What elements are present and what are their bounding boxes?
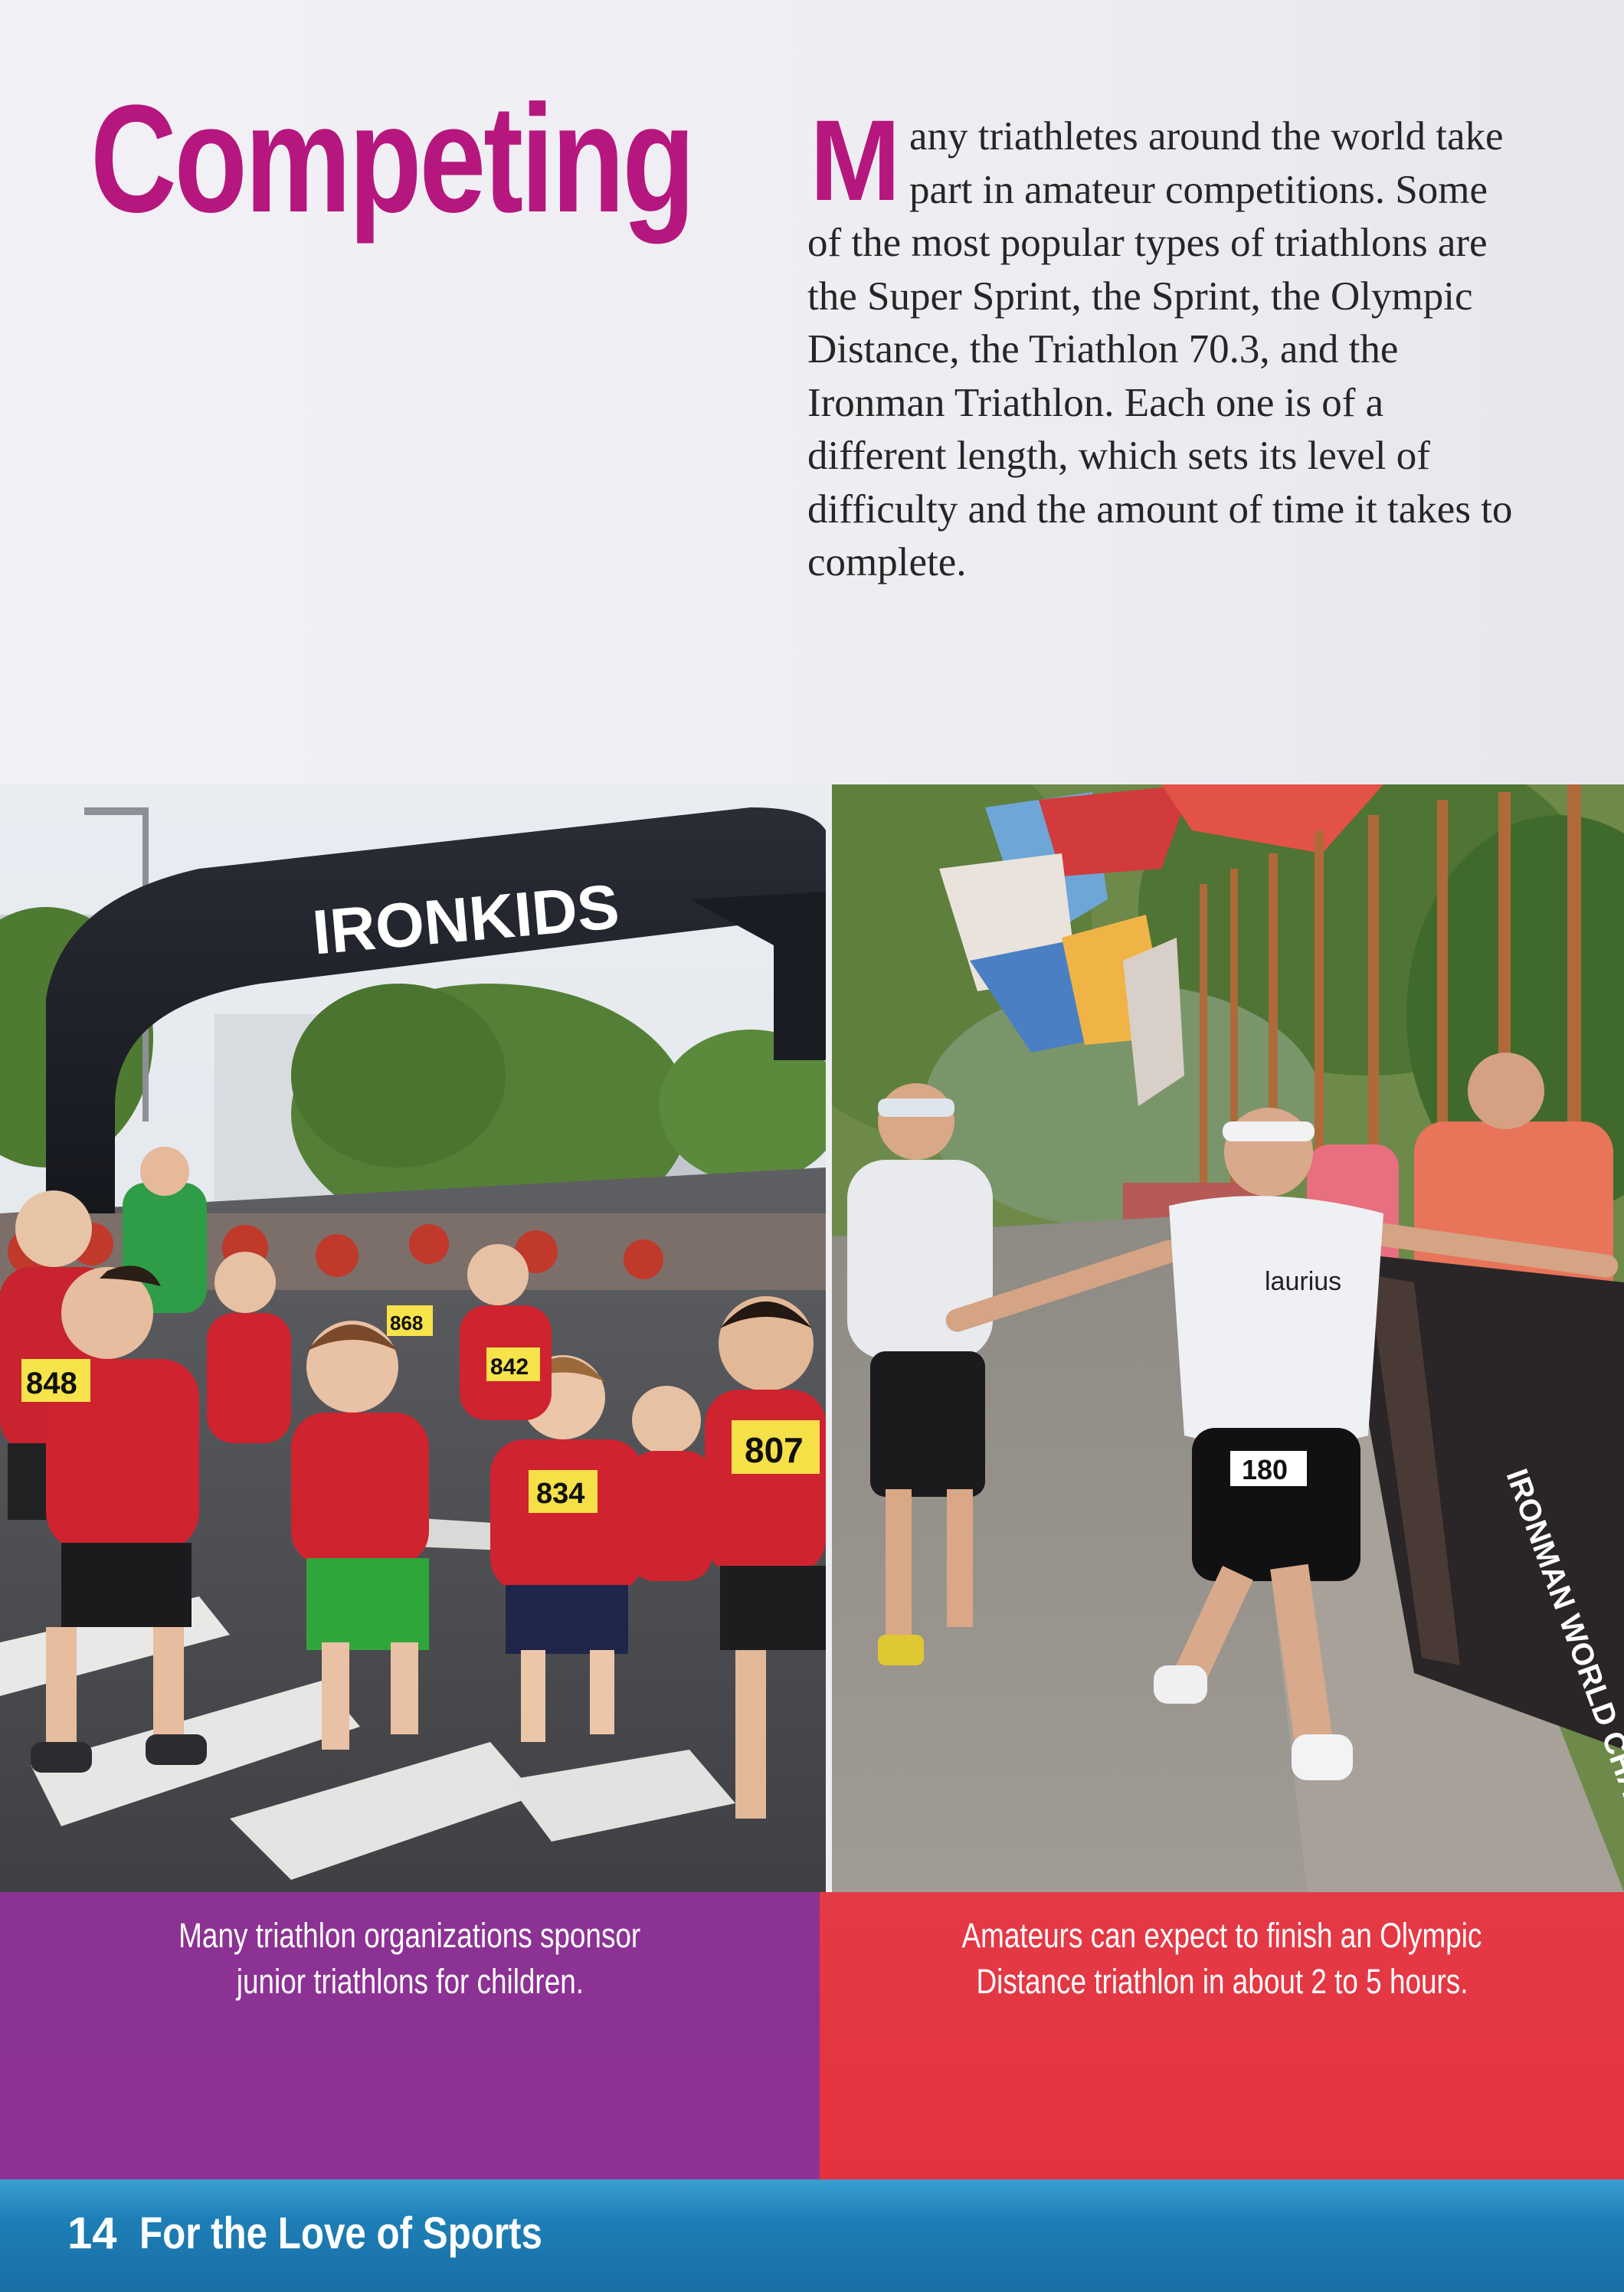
- photo-ironman-finish: [832, 784, 1624, 1892]
- caption-right-line-2: Distance triathlon in about 2 to 5 hours.: [975, 1962, 1468, 2001]
- bib-842: 842: [490, 1354, 529, 1380]
- caption-left-line-1: Many triathlon organizations sponsor: [178, 1916, 641, 1955]
- bib-868: 868: [390, 1311, 424, 1334]
- drop-cap: M: [810, 96, 901, 224]
- caption-right-line-1: Amateurs can expect to finish an Olympic: [961, 1916, 1482, 1955]
- arch-logo-text: IRONKIDS: [309, 871, 622, 968]
- photo-kids-race: [0, 784, 826, 1892]
- intro-text: any triathletes around the world take part in amateur competitions. Some of the most popular types of triathlons are the Super Sprint, the Sprint, the Olympic Distance, the Triathlon 70.3, and the Ironman Triathlon. Each one is of a different length, which sets its level of difficulty and the amount of time it takes to complete.: [807, 114, 1513, 584]
- page-heading: Competing: [90, 74, 693, 244]
- intro-paragraph: [807, 96, 1520, 590]
- book-title: For the Love of Sports: [139, 2209, 542, 2258]
- caption-right: [820, 1892, 1624, 2179]
- bib-834: 834: [536, 1478, 585, 1510]
- bib-807: 807: [745, 1430, 804, 1470]
- jersey-text: laurius: [1265, 1267, 1342, 1296]
- page-number: 14: [67, 2209, 117, 2258]
- caption-left-line-2: junior triathlons for children.: [236, 1962, 584, 2001]
- caption-left: [0, 1892, 820, 2179]
- bib-848: 848: [26, 1367, 77, 1400]
- bib-180: 180: [1242, 1454, 1288, 1485]
